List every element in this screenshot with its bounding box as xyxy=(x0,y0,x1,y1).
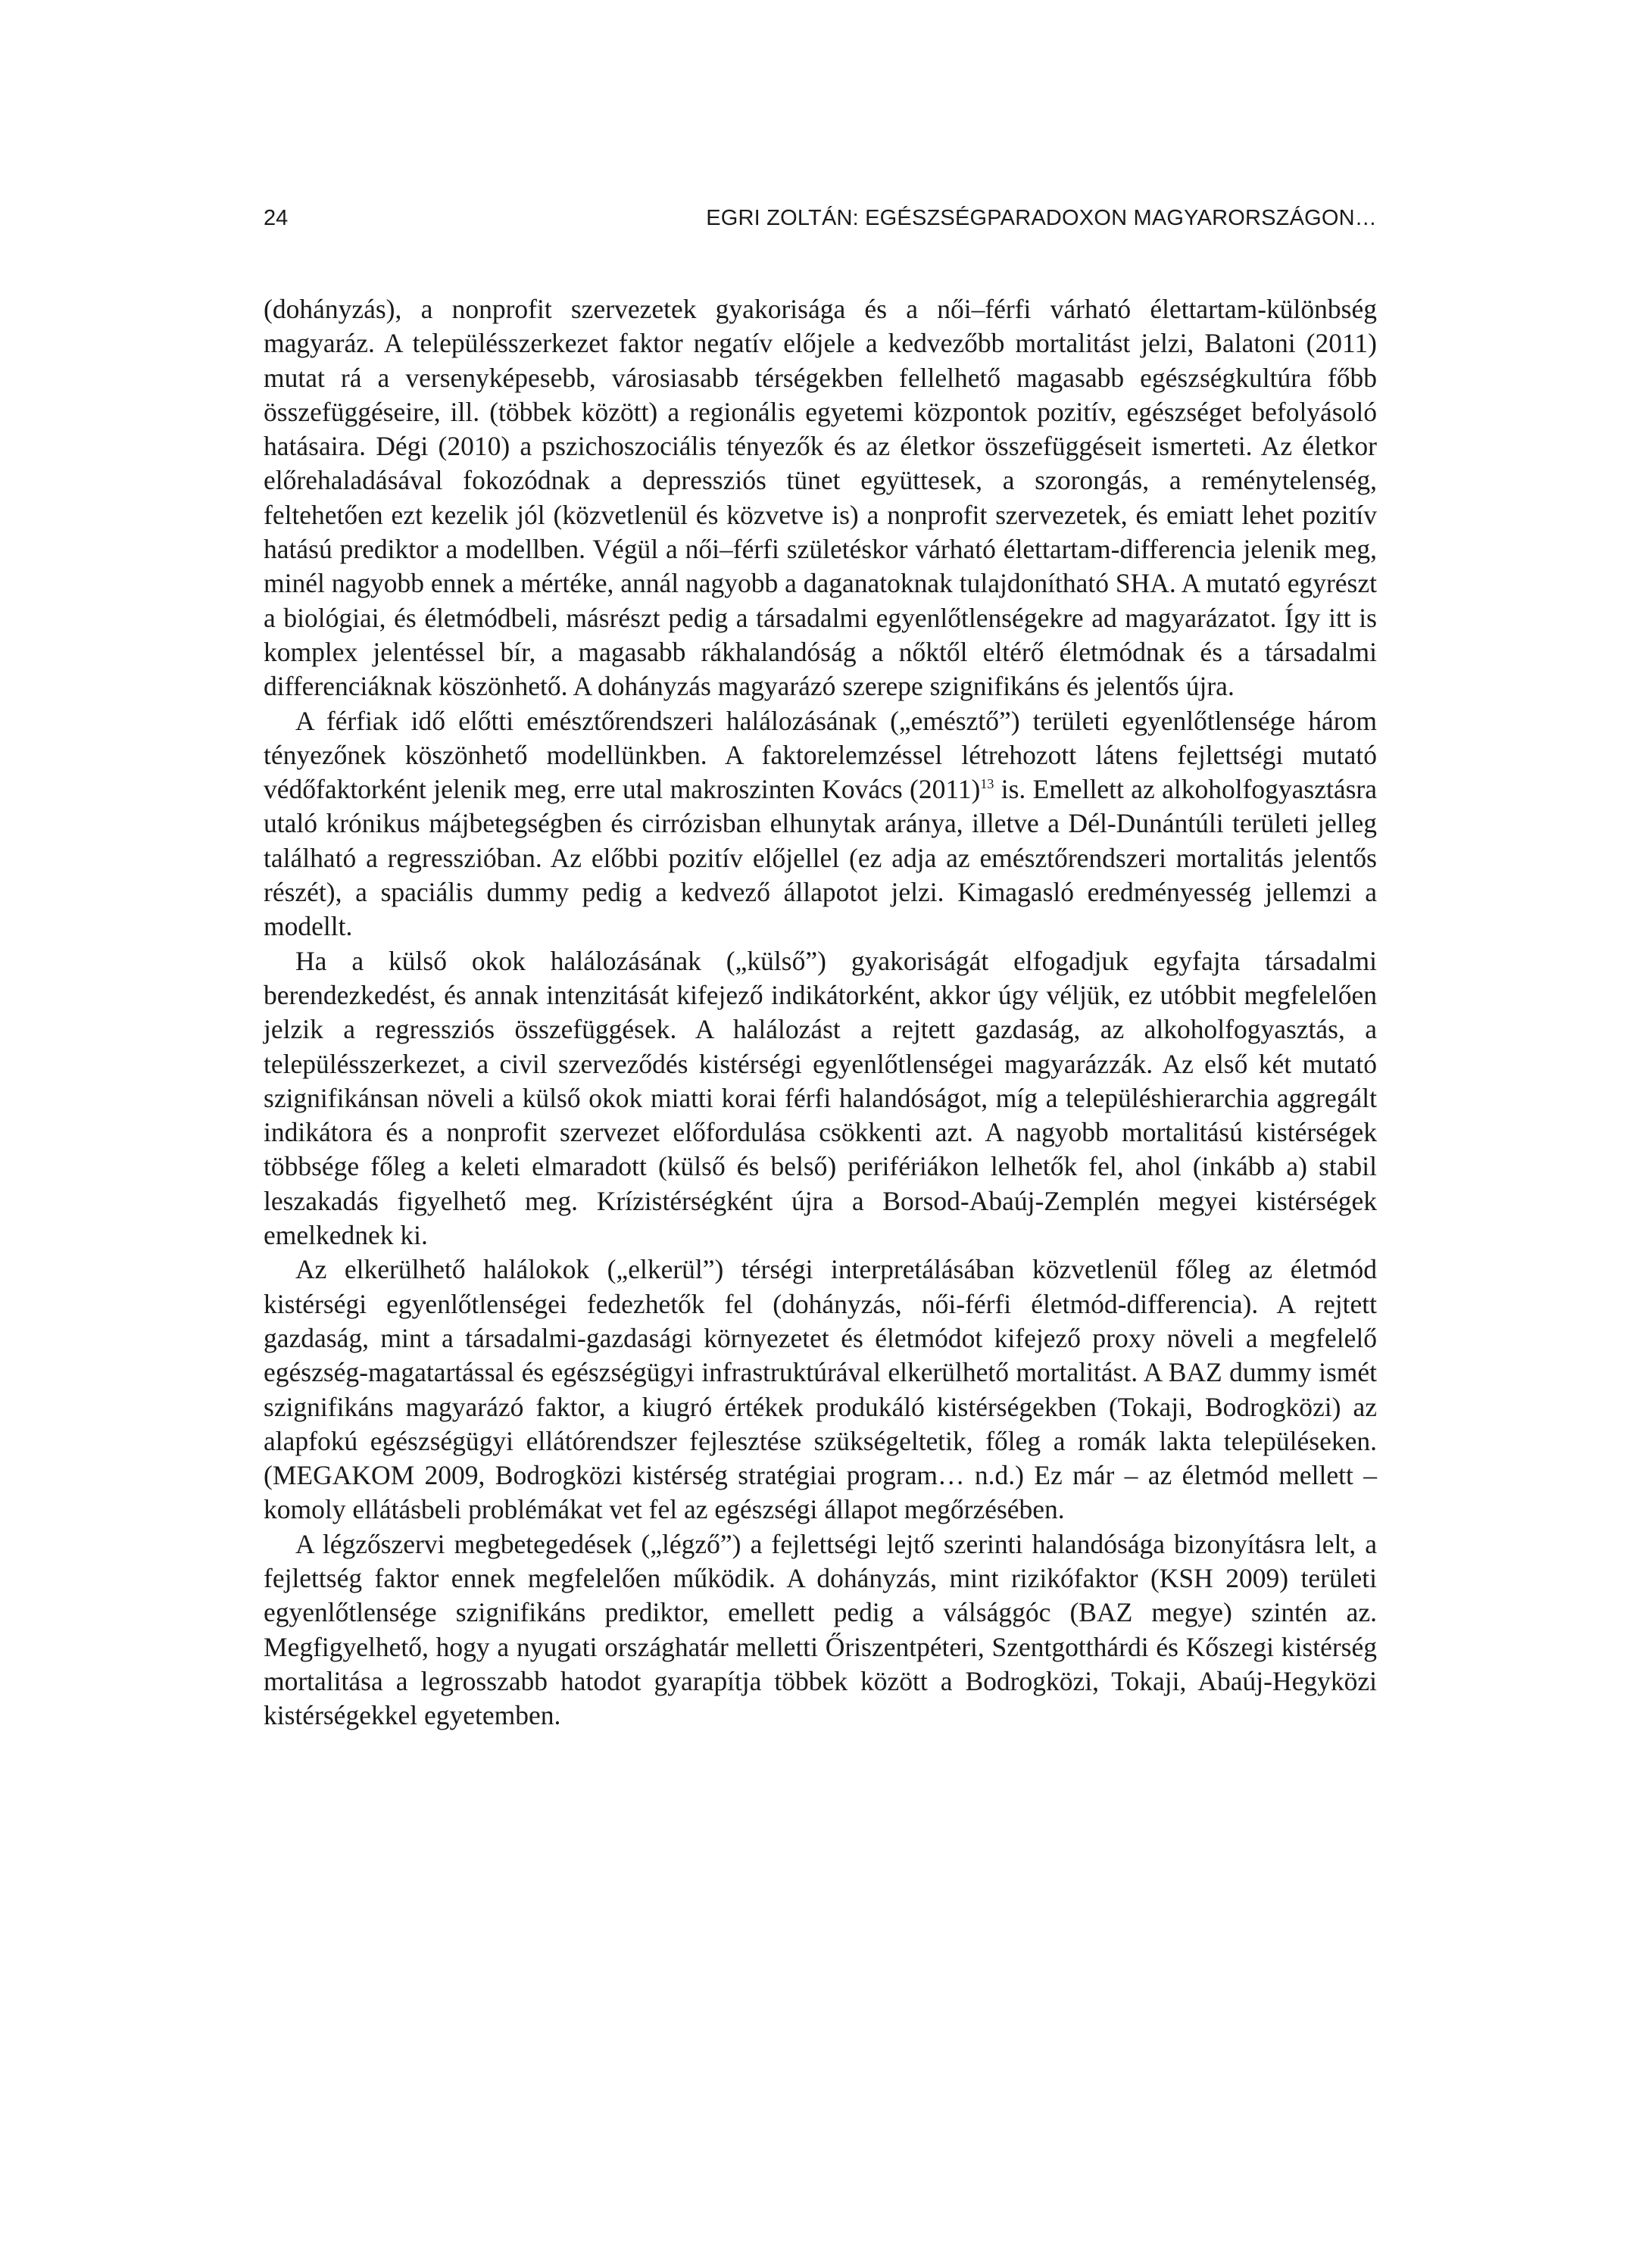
paragraph-2-text-start: A férfiak idő előtti emésztőrendszeri halálozásának („emésztő”) területi egyenlőtlensége három tényezőnek köszönhető modellünkben. A faktorelemzéssel létrehozott látens fejlettségi mutató védőfaktorként jelenik meg, erre utal makroszinten Kovács (2011) xyxy=(264,705,1377,805)
paragraph-4: Az elkerülhető halálokok („elkerül”) térségi interpretálásában közvetlenül főleg az életmód kistérségi egyenlőtlenségei fedezhetők fel (dohányzás, női-férfi életmód-differencia). A rejtett gazdaság, mint a társadalmi-gazdasági környezetet és életmódot kifejező proxy növeli a megfelelő egészség-magatartással és egészségügyi infrastruktúrával elkerülhető mortalitást. A BAZ dummy ismét szignifikáns magyarázó faktor, a kiugró értékek produkáló kistérségekben (Tokaji, Bodrogközi) az alapfokú egészségügyi ellátórendszer fejlesztése szükségeltetik, főleg a romák lakta településeken. (MEGAKOM 2009, Bodrogközi kistérség stratégiai program… n.d.) Ez már – az életmód mellett – komoly ellátásbeli problémákat vet fel az egészségi állapot megőrzésében. xyxy=(264,1254,1377,1525)
paragraph-1: (dohányzás), a nonprofit szervezetek gyakorisága és a női–férfi várható élettartam-különbség magyaráz. A településszerkezet faktor negatív előjele a kedvezőbb mortalitást jelzi, Balatoni (2011) mutat rá a versenyképesebb, városiasabb térségekben fellelhető magasabb egészségkultúra főbb összefüggéseire, ill. (többek között) a regionális egyetemi központok pozitív, egészséget befolyásoló hatásaira. Dégi (2010) a pszichoszociális tényezők és az életkor összefüggéseit ismerteti. Az életkor előrehaladásával fokozódnak a depressziós tünet együttesek, a szorongás, a reménytelenség, feltehetően ezt kezelik jól (közvetlenül és közvetve is) a nonprofit szervezetek, és emiatt lehet pozitív hatású prediktor a modellben. Végül a női–férfi születéskor várható élettartam-differencia jelenik meg, minél nagyobb ennek a mértéke, annál nagyobb a daganatoknak tulajdonítható SHA. A mutató egyrészt a biológiai, és életmódbeli, másrészt pedig a társadalmi egyenlőtlenségekre ad magyarázatot. Így itt is komplex jelentéssel bír, a magasabb rákhalandóság a nőktől eltérő életmódnak és a társadalmi differenciáknak köszönhető. A dohányzás magyarázó szerepe szignifikáns és jelentős újra. xyxy=(264,294,1377,702)
running-title: EGRI ZOLTÁN: EGÉSZSÉGPARADOXON MAGYARORSZÁGON… xyxy=(706,206,1377,230)
paragraph-3: Ha a külső okok halálozásának („külső”) gyakoriságát elfogadjuk egyfajta társadalmi berendezkedést, és annak intenzitását kifejező indikátorként, akkor úgy véljük, ez utóbbit megfelelően jelzik a regressziós összefüggések. A halálozást a rejtett gazdaság, az alkoholfogyasztás, a településszerkezet, a civil szerveződés kistérségi egyenlőtlenségei magyarázzák. Az első két mutató szignifikánsan növeli a külső okok miatti korai férfi halandóságot, míg a településhierarchia aggregált indikátora és a nonprofit szervezet előfordulása csökkenti azt. A nagyobb mortalitású kistérségek többsége főleg a keleti elmaradott (külső és belső) perifériákon lelhetők fel, ahol (inkább a) stabil leszakadás figyelhető meg. Krízistérségként újra a Borsod-Abaúj-Zemplén megyei kistérségek emelkednek ki. xyxy=(264,945,1377,1251)
paragraph-2-text-end: is. Emellett az alkoholfogyasztásra utaló krónikus májbetegségben és cirrózisban elhunytak aránya, illetve a Dél-Dunántúli területi jelleg található a regresszióban. Az előbbi pozitív előjellel (ez adja az emésztőrendszeri mortalitás jelentős részét), a spaciális dummy pedig a kedvező állapotot jelzi. Kimagasló eredményesség jellemzi a modellt. xyxy=(264,774,1377,942)
paragraph-2 xyxy=(264,704,1377,944)
paragraph-5: A légzőszervi megbetegedések („légző”) a fejlettségi lejtő szerinti halandósága bizonyításra lelt, a fejlettség faktor ennek megfelelően működik. A dohányzás, mint rizikófaktor (KSH 2009) területi egyenlőtlensége szignifikáns prediktor, emellett pedig a válsággóc (BAZ megye) szintén az. Megfigyelhető, hogy a nyugati országhatár melletti Őriszentpéteri, Szentgotthárdi és Kőszegi kistérség mortalitása a legrosszabb hatodot gyarapítja többek között a Bodrogközi, Tokaji, Abaúj-Hegyközi kistérségekkel egyetemben. xyxy=(264,1528,1377,1731)
footnote-reference: 13 xyxy=(980,776,994,792)
running-header xyxy=(264,203,1377,233)
page-number: 24 xyxy=(264,206,289,230)
body-text xyxy=(264,292,1377,1733)
